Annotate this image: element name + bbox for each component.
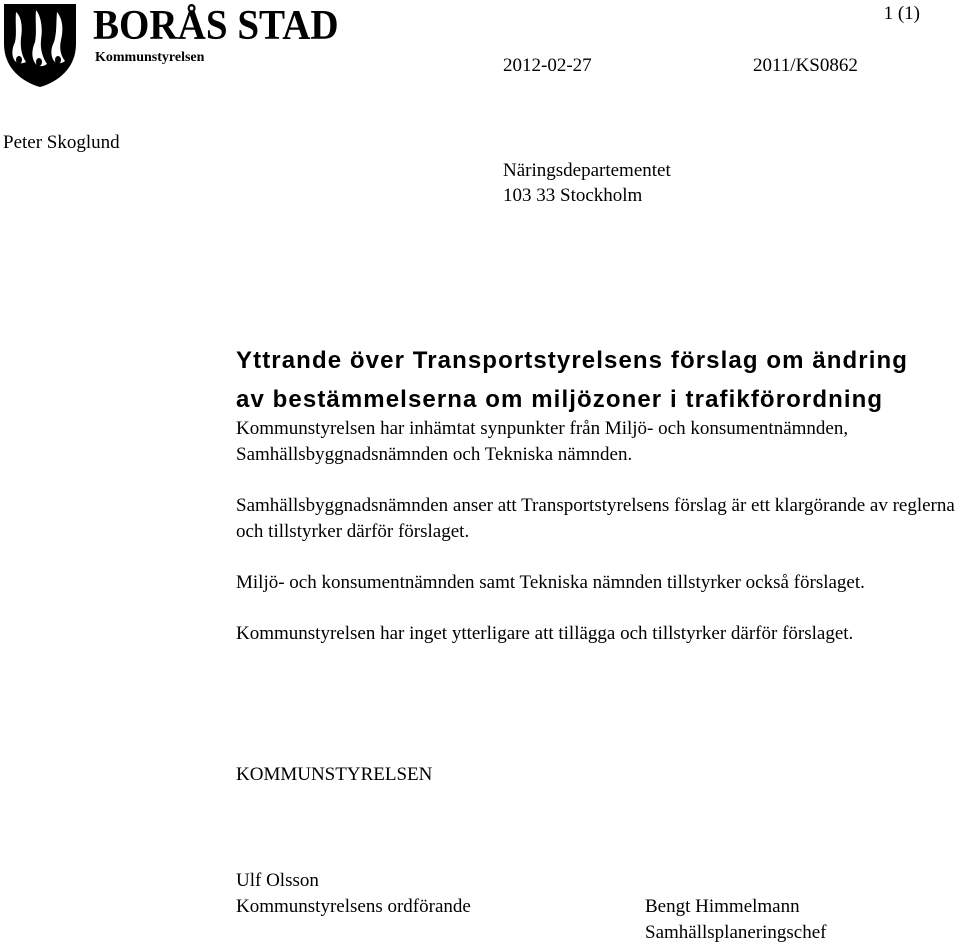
signatory-name: Bengt Himmelmann — [645, 896, 800, 917]
body-paragraph: Kommunstyrelsen har inget ytterligare att tillägga och tillstyrker därför förslaget. — [236, 623, 854, 644]
body-paragraph: Miljö- och konsumentnämnden samt Tekniska nämnden tillstyrker också förslaget. — [236, 572, 865, 593]
logo-title: BORÅS STAD — [93, 3, 339, 49]
signatory-role: Kommunstyrelsens ordförande — [236, 896, 471, 917]
signatory-role: Samhällsplaneringschef — [645, 922, 827, 943]
recipient-line-2: 103 33 Stockholm — [503, 185, 643, 206]
sender-name: Peter Skoglund — [3, 132, 120, 153]
letter-title: Yttrande över Transportstyrelsens förslag om ändring av bestämmelserna om miljözoner i trafikförordning — [236, 347, 909, 413]
letter-body — [236, 341, 960, 647]
signoff-organization: KOMMUNSTYRELSEN — [236, 764, 433, 785]
document-date: 2012-02-27 — [503, 55, 592, 76]
recipient-line-1: Näringsdepartementet — [503, 160, 671, 181]
coat-of-arms-icon — [2, 2, 78, 88]
signatory-name: Ulf Olsson — [236, 870, 319, 891]
logo-subtitle: Kommunstyrelsen — [95, 50, 205, 65]
document-reference: 2011/KS0862 — [753, 55, 858, 76]
signature-block-left — [236, 868, 471, 920]
recipient-address — [503, 158, 671, 208]
page-number: 1 (1) — [883, 3, 920, 24]
body-paragraph: Kommunstyrelsen har inhämtat synpunkter från Miljö- och konsumentnämnden, Samhällsbyggnadsnämnden och Tekniska nämnden. — [236, 418, 849, 465]
body-paragraph: Samhällsbyggnadsnämnden anser att Transportstyrelsens förslag är ett klargörande av reglerna och tillstyrker därför förslaget. — [236, 495, 955, 542]
signature-block-right — [645, 894, 827, 946]
